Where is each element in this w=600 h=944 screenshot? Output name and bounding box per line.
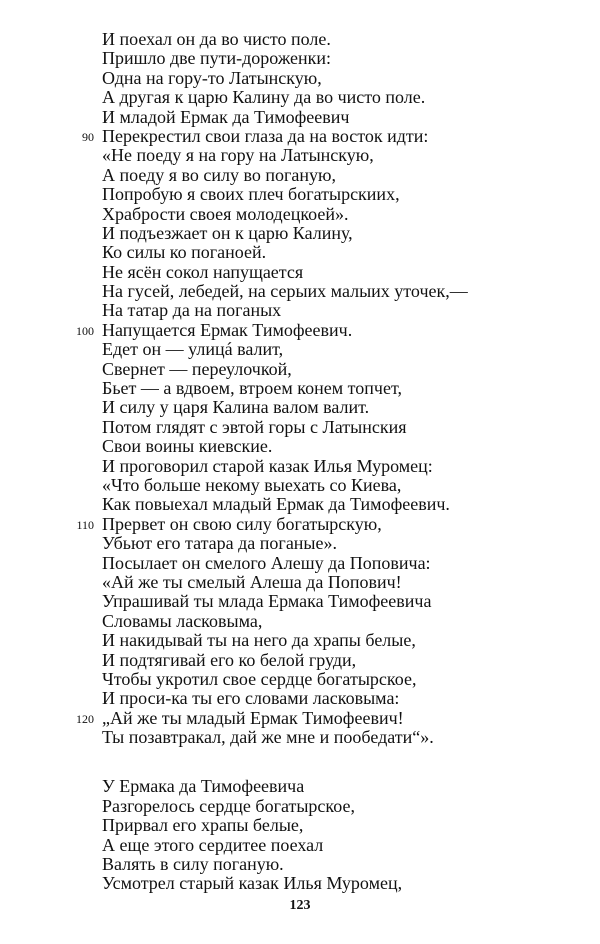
- verse-line: [0, 612, 600, 631]
- verse-text: Словамы ласковыма,: [102, 610, 263, 631]
- page-number: 123: [289, 898, 311, 913]
- verse-line: [0, 777, 600, 796]
- verse-text: А еще этого сердитее поехал: [102, 834, 324, 855]
- verse-line: [0, 360, 600, 379]
- verse-line: [0, 728, 600, 747]
- verse-text: И силу у царя Калина валом валит.: [102, 397, 370, 418]
- verse-line: [0, 69, 600, 88]
- verse-line: [0, 282, 600, 301]
- verse-line: [0, 263, 600, 282]
- verse-text: Разгорелось сердце богатырское,: [102, 795, 355, 816]
- verse-text: „Ай же ты младый Ермак Тимофеевич!: [102, 707, 404, 728]
- verse-text: И поехал он да во чисто поле.: [102, 29, 331, 49]
- verse-line: [0, 816, 600, 835]
- verse-text: Свернет — переулочкой,: [102, 358, 292, 379]
- verse-text: «Что больше некому выехать со Киева,: [102, 474, 402, 495]
- stanza-2: [0, 777, 600, 893]
- verse-line: [0, 534, 600, 553]
- line-number: 100: [76, 323, 94, 338]
- verse-line: [0, 797, 600, 816]
- verse-text: Прервет он свою силу богатырскую,: [102, 513, 382, 534]
- verse-text: А другая к царю Калину да во чисто поле.: [102, 87, 426, 108]
- verse-line: [0, 476, 600, 495]
- verse-text: И накидывай ты на него да храпы белые,: [102, 630, 416, 651]
- verse-text: Не ясён сокол напущается: [102, 261, 304, 282]
- verse-text: И подъезжает он к царю Калину,: [102, 222, 353, 243]
- verse-text: Как повыехал младый Ермак да Тимофеевич.: [102, 494, 450, 515]
- verse-line: [0, 554, 600, 573]
- line-number: 90: [82, 129, 94, 144]
- verse-text: Пришло две пути-дороженки:: [102, 48, 332, 69]
- verse-line: [0, 670, 600, 689]
- verse-text: Усмотрел старый казак Илья Муромец,: [102, 873, 403, 894]
- verse-text: Бьет — а вдвоем, втроем конем топчет,: [102, 378, 402, 399]
- verse-text: Ко силы ко поганоей.: [102, 242, 267, 263]
- verse-line: [0, 457, 600, 476]
- verse-text: У Ермака да Тимофеевича: [102, 776, 305, 797]
- verse-text: Храбрости своея молодецкоей».: [102, 203, 349, 224]
- verse-line: [0, 224, 600, 243]
- verse-text: И младой Ермак да Тимофеевич: [102, 106, 350, 127]
- line-number: 110: [76, 517, 94, 532]
- verse-text: Убьют его татара да поганые».: [102, 533, 338, 554]
- verse-text: «Не поеду я на гору на Латынскую,: [102, 145, 374, 166]
- verse-text: Свои воины киевские.: [102, 436, 273, 457]
- verse-text: И проговорил старой казак Илья Муромец:: [102, 455, 433, 476]
- verse-text: На гусей, лебедей, на серыих малыих уточек,—: [102, 281, 468, 302]
- verse-text: Едет он — улицá валит,: [102, 339, 284, 360]
- verse-line: [0, 321, 600, 340]
- verse-text: А поеду я во силу во поганую,: [102, 164, 336, 185]
- verse-line: [0, 166, 600, 185]
- verse-text: Прирвал его храпы белые,: [102, 815, 304, 836]
- verse-line: [0, 437, 600, 456]
- verse-text: Посылает он смелого Алешу да Поповича:: [102, 552, 431, 573]
- verse-line: [0, 185, 600, 204]
- verse-line: [0, 108, 600, 127]
- stanza-gap: [0, 747, 600, 777]
- verse-text: Чтобы укротил свое сердце богатырское,: [102, 668, 417, 689]
- poem-text: [0, 30, 600, 894]
- verse-line: [0, 49, 600, 68]
- verse-line: [0, 592, 600, 611]
- verse-text: И подтягивай его ко белой груди,: [102, 649, 357, 670]
- verse-line: [0, 836, 600, 855]
- verse-line: [0, 515, 600, 534]
- verse-line: [0, 146, 600, 165]
- verse-text: И проси-ка ты его словами ласковыма:: [102, 688, 400, 709]
- verse-line: [0, 88, 600, 107]
- verse-text: Потом глядят с эвтой горы с Латынския: [102, 416, 407, 437]
- verse-text: Перекрестил свои глаза да на восток идти:: [102, 125, 429, 146]
- verse-line: [0, 689, 600, 708]
- verse-line: [0, 301, 600, 320]
- verse-line: [0, 573, 600, 592]
- verse-text: Валять в силу поганую.: [102, 854, 284, 875]
- verse-line: [0, 243, 600, 262]
- verse-line: [0, 127, 600, 146]
- verse-text: Попробую я своих плеч богатырскиих,: [102, 184, 400, 205]
- verse-text: Напущается Ермак Тимофеевич.: [102, 319, 353, 340]
- verse-text: Ты позавтракал, дай же мне и пообедати“».: [102, 727, 434, 748]
- verse-text: Упрашивай ты млада Ермака Тимофеевича: [102, 591, 432, 612]
- verse-line: [0, 709, 600, 728]
- verse-line: [0, 340, 600, 359]
- verse-line: [0, 30, 600, 49]
- verse-line: [0, 631, 600, 650]
- verse-text: Одна на гору-то Латынскую,: [102, 67, 322, 88]
- stanza-1: [0, 30, 600, 747]
- verse-line: [0, 418, 600, 437]
- verse-text: «Ай же ты смелый Алеша да Попович!: [102, 571, 402, 592]
- verse-line: [0, 651, 600, 670]
- verse-line: [0, 205, 600, 224]
- verse-text: На татар да на поганых: [102, 300, 282, 321]
- verse-line: [0, 398, 600, 417]
- verse-line: [0, 855, 600, 874]
- verse-line: [0, 495, 600, 514]
- line-number: 120: [76, 711, 94, 726]
- verse-line: [0, 874, 600, 893]
- verse-line: [0, 379, 600, 398]
